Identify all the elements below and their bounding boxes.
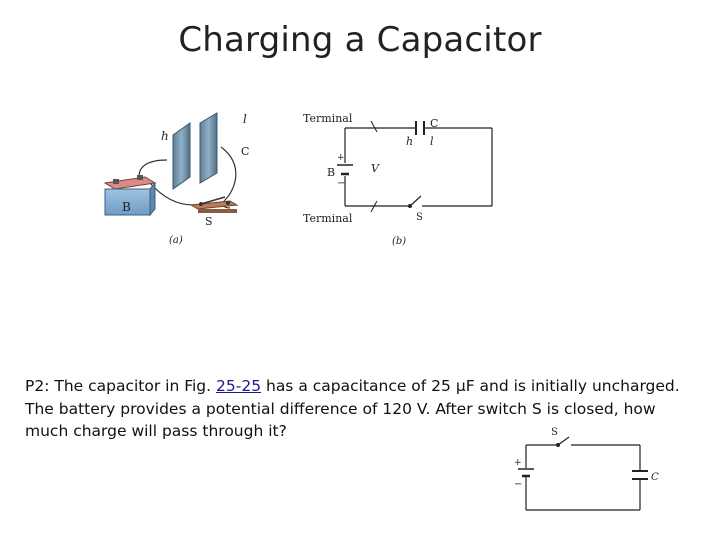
fig-b-caption: (b)	[392, 236, 407, 247]
fig-b-label-c: C	[430, 117, 439, 130]
figure-b-schematic	[300, 108, 500, 253]
figure-a-illustration	[95, 105, 280, 255]
switch-lever	[410, 196, 421, 206]
terminal-top-label: Terminal	[303, 112, 353, 125]
capacitor-plate-back	[200, 113, 217, 183]
small-minus: −	[514, 479, 523, 490]
fig-b-label-b: B	[327, 166, 336, 179]
small-label-c: C	[651, 472, 659, 483]
capacitor-plate-front	[173, 123, 190, 189]
small-switch-lever	[558, 437, 569, 445]
wire-right	[221, 147, 236, 208]
fig-b-label-s: S	[416, 212, 423, 223]
problem-text-2: has a capacitance of 25 μF and is initially uncharged. The battery provides a potential difference of 120 V. After switch S is closed, how much charge will pass through it?	[25, 377, 680, 440]
fig-b-label-v: V	[371, 162, 379, 175]
small-label-s: S	[551, 427, 558, 438]
fig-a-label-s: S	[205, 215, 213, 228]
fig-b-label-l: l	[430, 135, 434, 148]
fig-b-label-h: h	[406, 135, 414, 148]
problem-text-1: P2: The capacitor in Fig.	[25, 377, 217, 395]
figure-link[interactable]: 25-25	[216, 377, 262, 395]
fig-a-label-h: h	[161, 129, 169, 143]
slide-title: Charging a Capacitor	[178, 20, 542, 60]
fig-a-caption: (a)	[169, 235, 183, 246]
fig-a-label-c: C	[241, 145, 250, 158]
fig-b-minus: −	[337, 178, 346, 189]
terminal-bottom-label: Terminal	[303, 212, 353, 225]
fig-b-plus: +	[337, 153, 345, 163]
wire-bottom	[150, 183, 193, 205]
fig-a-label-l: l	[243, 112, 247, 126]
small-plus: +	[514, 458, 522, 468]
switch-illustration	[191, 197, 237, 213]
fig-a-label-b: B	[122, 200, 131, 214]
small-circuit-diagram	[508, 425, 668, 520]
